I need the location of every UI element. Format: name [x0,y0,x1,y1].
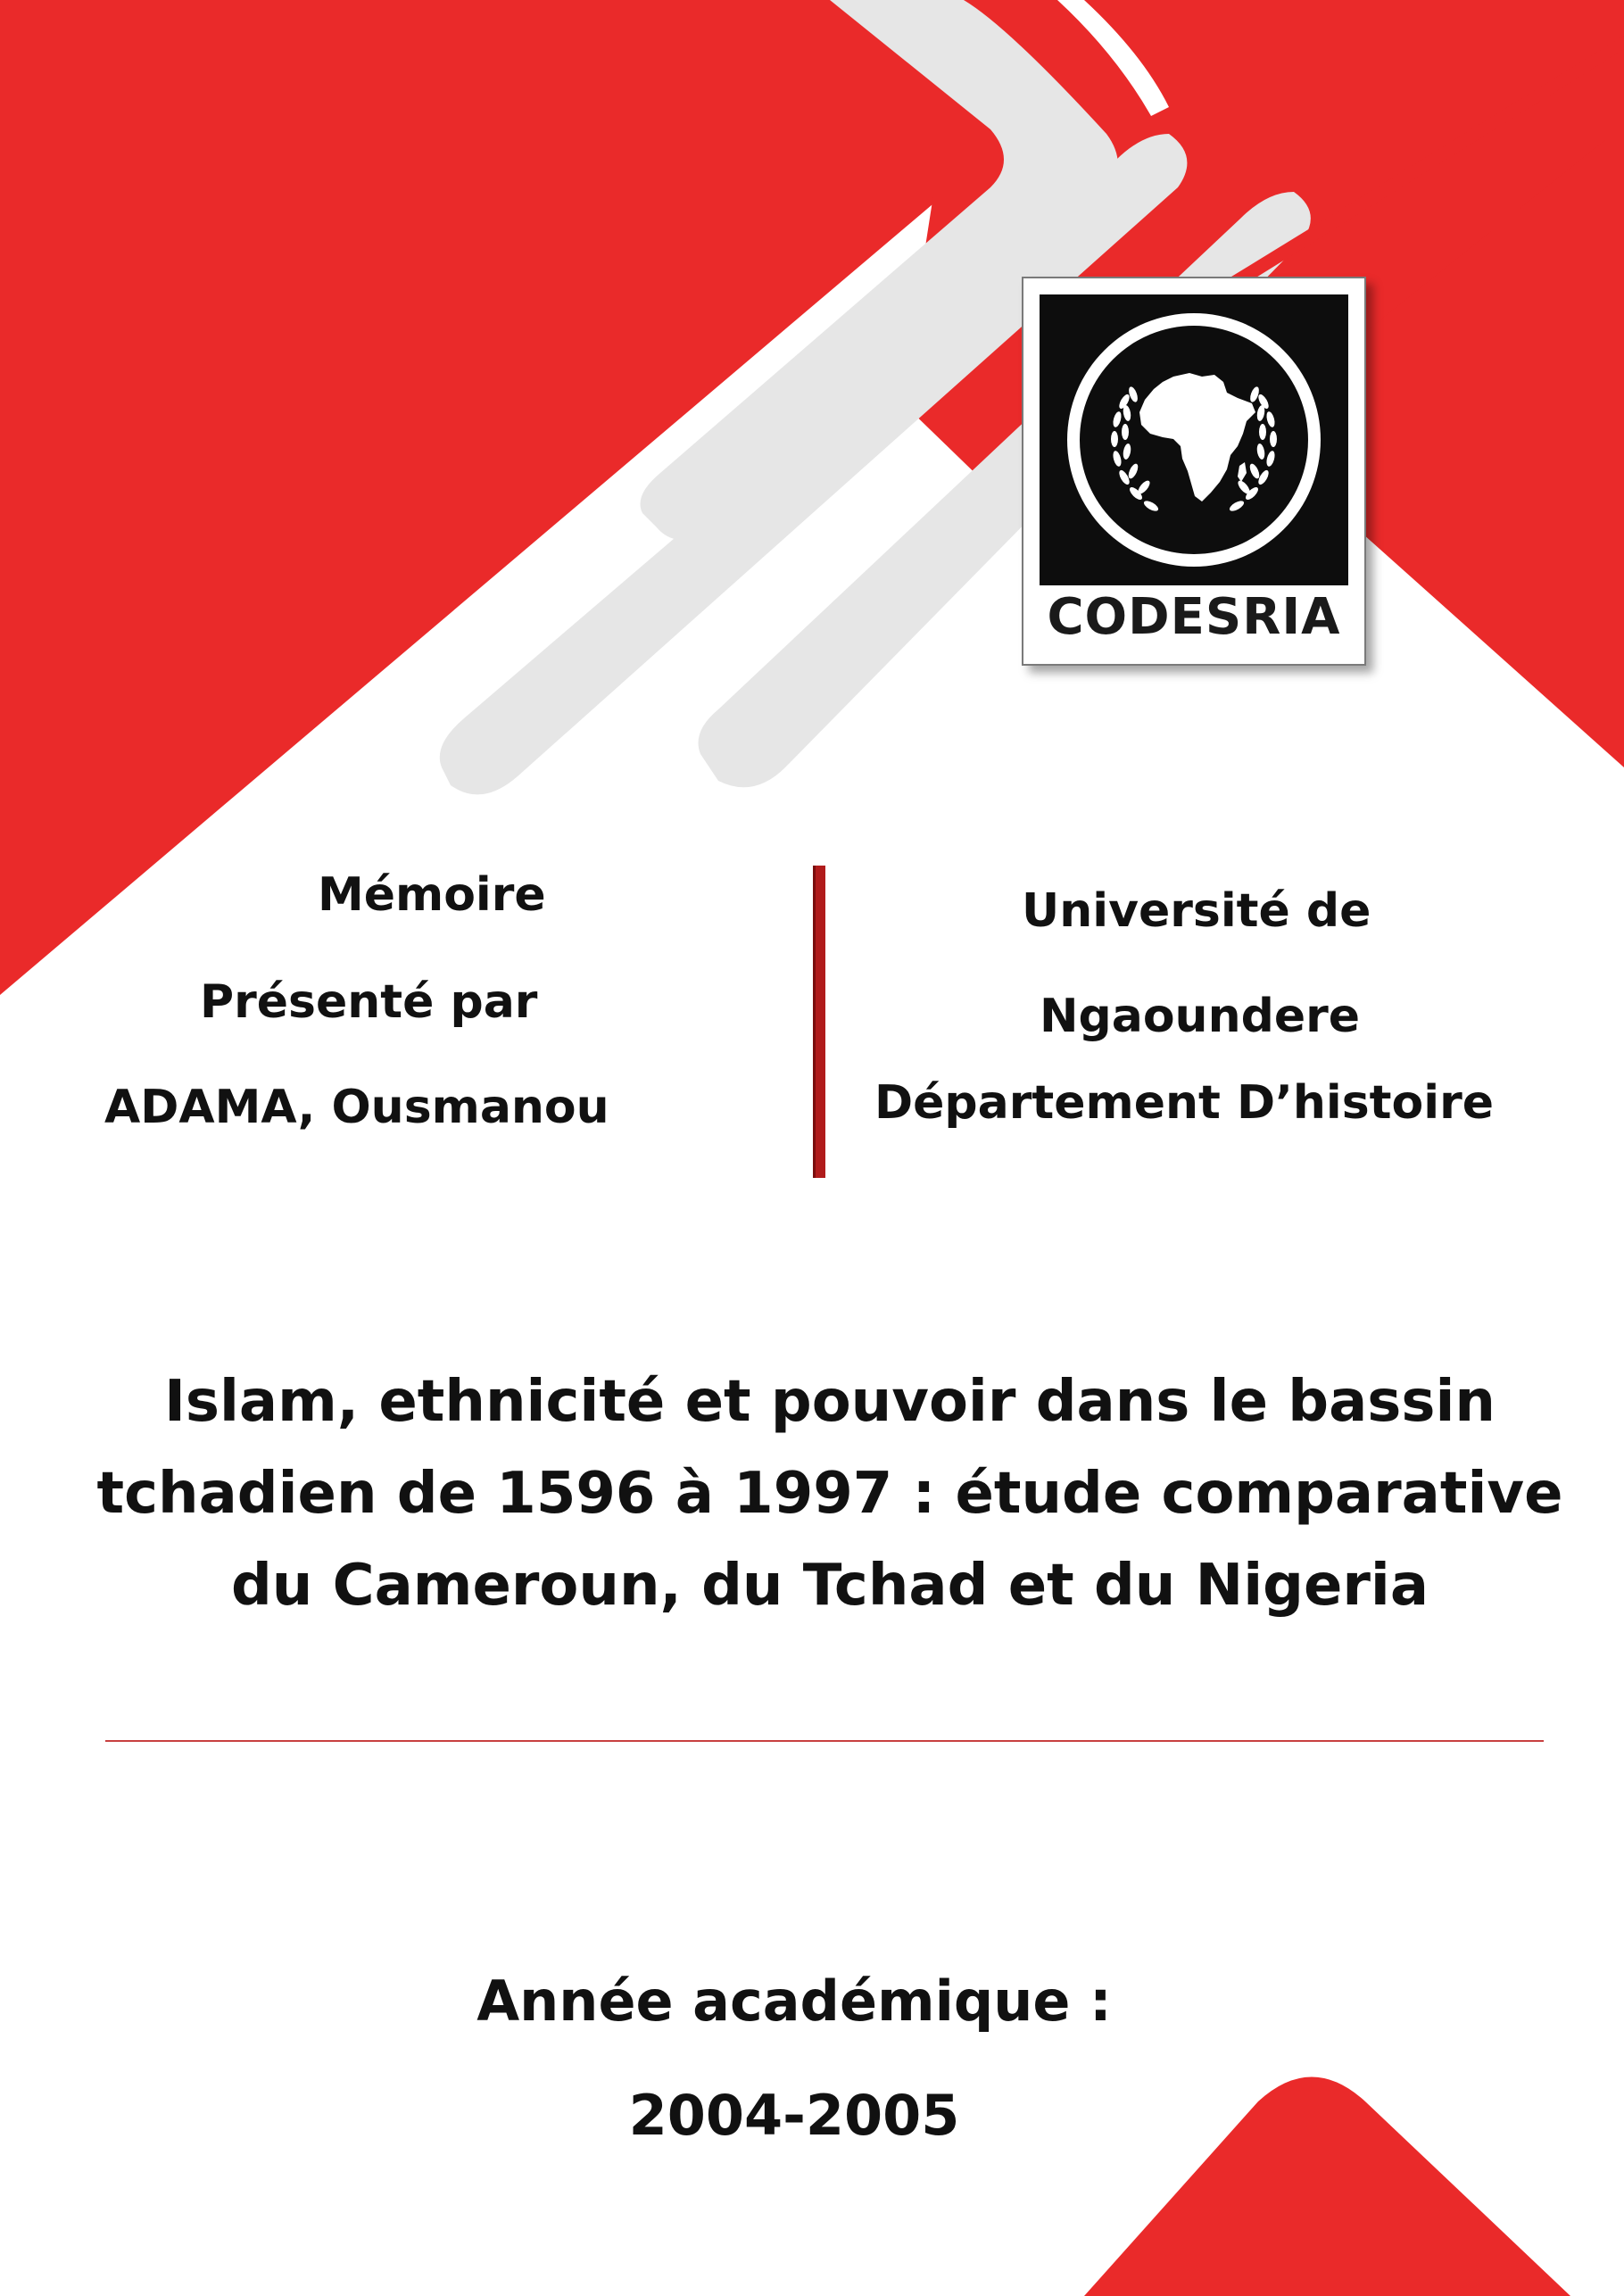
title-rule [105,1740,1544,1742]
red-triangle-top-left [0,0,1037,995]
memoire-label: Mémoire [318,868,546,922]
column-divider [813,866,825,1178]
codesria-logo [1022,277,1366,666]
department-name: Département D’histoire [874,1076,1494,1130]
logo-text: CODESRIA [1047,588,1341,646]
academic-year-value: 2004-2005 [628,2083,960,2148]
university-city: Ngaoundere [1040,990,1360,1043]
presented-by-label: Présenté par [200,975,538,1029]
thesis-title: Islam, ethnicité et pouvoir dans le bassin tchadien de 1596 à 1997 : étude comparative du Cameroun, du Tchad et du Nigeria [96,1369,1563,1619]
author-name: ADAMA, Ousmanou [104,1081,609,1134]
university-label: Université de [1022,884,1371,938]
africa-wreath-icon [1040,294,1348,585]
logo-emblem-panel [1040,294,1348,585]
academic-year-label: Année académique : [476,1969,1112,2034]
